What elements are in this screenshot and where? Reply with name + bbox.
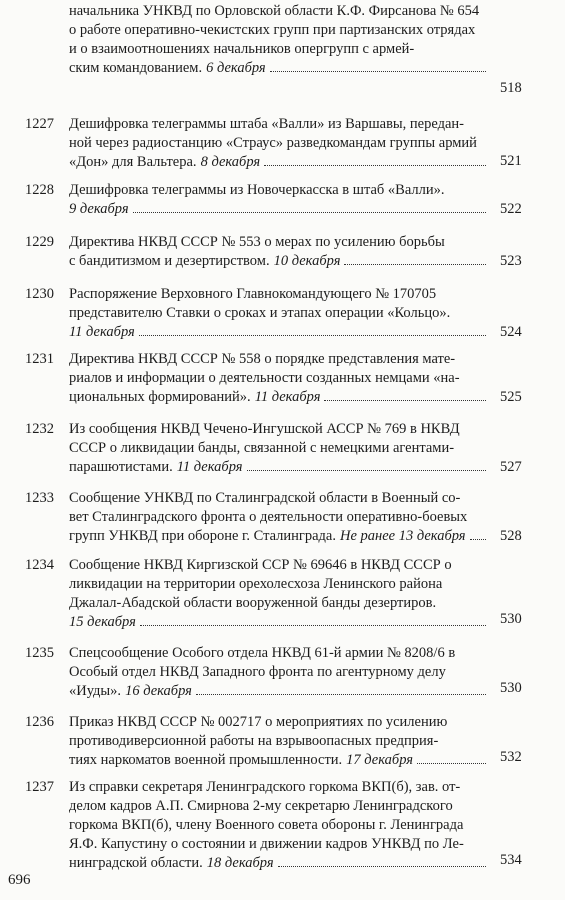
- leader-dots: [247, 470, 487, 471]
- entry-line: о работе оперативно-чекистских групп при партизанских отрядах: [69, 22, 476, 38]
- leader-dots: [470, 539, 486, 540]
- entry-text: [69, 350, 488, 407]
- leader-dots: [270, 71, 486, 72]
- entry-last-line: [69, 200, 488, 219]
- entry-line: Сообщение УНКВД по Сталинградской области в Военный со-: [69, 490, 461, 506]
- entry-text: [69, 285, 488, 342]
- entry-date: 11 декабря: [69, 324, 135, 340]
- entry-last-line: [69, 527, 488, 546]
- page-number: 534: [500, 852, 522, 868]
- entry-line: Распоряжение Верховного Главнокомандующего № 170705: [69, 286, 437, 302]
- page-number: 530: [500, 680, 522, 696]
- entry-text: [69, 115, 488, 172]
- entry-last-line: [69, 252, 488, 271]
- entry-last-line: [69, 751, 488, 770]
- entry-last-line: [69, 854, 488, 873]
- entry-date: Не ранее 13 декабря: [339, 528, 466, 544]
- entry-last-line: [69, 613, 488, 632]
- page-number: 528: [500, 528, 522, 544]
- entry-date: 18 декабря: [206, 855, 274, 871]
- entry-line: «Дон» для Вальтера.: [69, 154, 197, 170]
- entry-line: Джалал-Абадской области вооруженной банды дезертиров.: [69, 595, 437, 611]
- entry-number: 1233: [25, 490, 54, 506]
- entry-date: 11 декабря: [254, 389, 321, 405]
- leader-dots: [278, 866, 486, 867]
- entry-line: Из справки секретаря Ленинградского горкома ВКП(б), зав. от-: [69, 779, 461, 795]
- entry-line: тиях наркоматов военной промышленности.: [69, 752, 343, 768]
- entry-line: начальника УНКВД по Орловской области К.Ф. Фирсанова № 654: [69, 3, 480, 19]
- leader-dots: [417, 763, 486, 764]
- entry-line: Директива НКВД СССР № 553 о мерах по усилению борьбы: [69, 234, 445, 250]
- leader-dots: [140, 625, 486, 626]
- entry-line: циональных формирований».: [69, 389, 251, 405]
- page-number: 522: [500, 201, 522, 217]
- entry-date: 17 декабря: [346, 752, 414, 768]
- entry-number: 1235: [25, 645, 54, 661]
- entry-date: 15 декабря: [69, 614, 136, 630]
- entry-line: нинградской области.: [69, 855, 203, 871]
- page-number: 518: [500, 80, 522, 96]
- entry-text: [69, 420, 488, 477]
- entry-line: ликвидации на территории орехолесхоза Ленинского района: [69, 576, 443, 592]
- entry-date: 9 декабря: [69, 201, 129, 217]
- entry-date: 16 декабря: [125, 683, 192, 699]
- entry-date: 11 декабря: [176, 459, 243, 475]
- entry-number: 1234: [25, 557, 54, 573]
- entry-line: риалов и информации о деятельности созданных немцами «на-: [69, 370, 460, 386]
- leader-dots: [133, 212, 486, 213]
- entry-number: 1228: [25, 182, 54, 198]
- entry-line: Дешифровка телеграммы штаба «Валли» из Варшавы, передан-: [69, 116, 464, 132]
- entry-line: противодиверсионной работы на взрывоопасных предприя-: [69, 733, 439, 749]
- entry-line: Дешифровка телеграммы из Новочеркасска в штаб «Валли».: [69, 182, 445, 198]
- entry-date: 8 декабря: [200, 154, 261, 170]
- entry-text: [69, 489, 488, 546]
- entry-number: 1237: [25, 779, 54, 795]
- page-number: 521: [500, 153, 522, 169]
- entry-line: Приказ НКВД СССР № 002717 о мероприятиях по усилению: [69, 714, 448, 730]
- page-number: 523: [500, 253, 522, 269]
- entry-last-line: [69, 682, 488, 701]
- entry-last-line: [69, 153, 488, 172]
- entry-line: СССР о ликвидации банды, связанной с немецкими агентами-: [69, 440, 455, 456]
- entry-text: [69, 556, 488, 632]
- entry-text: [69, 181, 488, 219]
- entry-number: 1230: [25, 286, 54, 302]
- entry-line: ским командованием.: [69, 60, 203, 76]
- entry-last-line: [69, 458, 488, 477]
- entry-text: [69, 2, 488, 78]
- leader-dots: [264, 165, 486, 166]
- page-number: 530: [500, 611, 522, 627]
- entry-line: Спецсообщение Особого отдела НКВД 61-й армии № 8208/6 в: [69, 645, 456, 661]
- folio-page-number: 696: [8, 872, 31, 888]
- entry-text: [69, 713, 488, 770]
- entry-date: 10 декабря: [273, 253, 341, 269]
- entry-number: 1227: [25, 116, 54, 132]
- page-number: 527: [500, 459, 522, 475]
- entry-line: Сообщение НКВД Киргизской ССР № 69646 в НКВД СССР о: [69, 557, 452, 573]
- entry-line: «Иуды».: [69, 683, 122, 699]
- entry-number: 1229: [25, 234, 54, 250]
- leader-dots: [139, 335, 486, 336]
- leader-dots: [324, 400, 486, 401]
- leader-dots: [196, 694, 486, 695]
- entry-date: 6 декабря: [206, 60, 266, 76]
- page-number: 525: [500, 389, 522, 405]
- entry-text: [69, 233, 488, 271]
- entry-line: Из сообщения НКВД Чечено-Ингушской АССР № 769 в НКВД: [69, 421, 460, 437]
- entry-line: горкома ВКП(б), члену Военного совета обороны г. Ленинграда: [69, 817, 464, 833]
- entry-number: 1236: [25, 714, 54, 730]
- page-number: 524: [500, 324, 522, 340]
- entry-line: ной через радиостанцию «Страус» разведкомандам группы армий: [69, 135, 477, 151]
- leader-dots: [344, 264, 486, 265]
- entry-text: [69, 778, 488, 873]
- entry-last-line: [69, 59, 488, 78]
- entry-text: [69, 644, 488, 701]
- entry-number: 1231: [25, 351, 54, 367]
- entry-line: Я.Ф. Капустину о состоянии и движении кадров УНКВД по Ле-: [69, 836, 464, 852]
- entry-line: с бандитизмом и дезертирством.: [69, 253, 270, 269]
- entry-line: делом кадров А.П. Смирнова 2-му секретарю Ленинградского: [69, 798, 453, 814]
- entry-last-line: [69, 388, 488, 407]
- entry-last-line: [69, 323, 488, 342]
- entry-line: вет Сталинградского фронта о деятельности оперативно-боевых: [69, 509, 468, 525]
- entry-line: групп УНКВД при обороне г. Сталинграда.: [69, 528, 336, 544]
- page-number: 532: [500, 749, 522, 765]
- entry-number: 1232: [25, 421, 54, 437]
- entry-line: Особый отдел НКВД Западного фронта по агентурному делу: [69, 664, 446, 680]
- entry-line: представителю Ставки о сроках и этапах операции «Кольцо».: [69, 305, 451, 321]
- entry-line: Директива НКВД СССР № 558 о порядке представления мате-: [69, 351, 456, 367]
- entry-line: и о взаимоотношениях начальников опергрупп с армей-: [69, 41, 415, 57]
- entry-line: парашютистами.: [69, 459, 173, 475]
